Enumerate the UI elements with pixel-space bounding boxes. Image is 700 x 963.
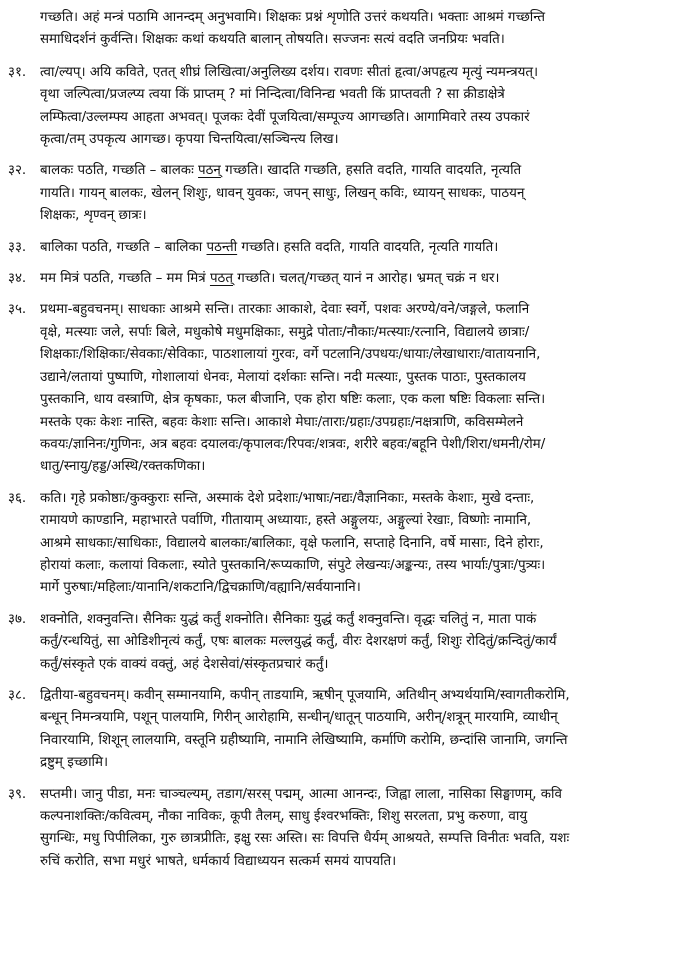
text-line: पुस्तकानि, धाय वस्त्राणि, क्षेत्र कृषकाः, फल बीजानि, एक होरा षष्टिः कलाः, एक कला षष्टिः विकलाः सन्ति। [40, 392, 546, 408]
text-line: वृथा जल्पित्वा/प्रजल्प्य त्वया किं प्राप्तम् ? मां निन्दित्वा/विनिन्द्य भवती किं प्राप्तवती ? सा क्रीडाक्षेत्रे [40, 87, 505, 103]
list-item [8, 784, 692, 874]
text-line: कृत्वा/तम् उपकृत्य आगच्छ। कृपया चिन्तयित्वा/सञ्चिन्त्य लिख। [40, 132, 339, 148]
text-line [40, 160, 692, 182]
list-item [8, 299, 692, 478]
text-segment: मम मित्रं पठति, गच्छति – मम मित्रं [40, 271, 210, 287]
text-line: कर्तुं/रन्धयितुं, सा ओडिशीनृत्यं कर्तुं, एषः बालकः मल्लयुद्धं कर्तुं, वीरः देशरक्षणं कर्तुं, शिशुः रोदितुं/क्रन्दितुं/कार्यं [40, 634, 557, 650]
text-line: होरायां कलाः, कलायां विकलाः, स्योते पुस्तकानि/रूप्यकाणि, संपुटे लेखन्यः/अङ्कन्यः, तस्य भार्याः/पुत्राः/पुत्र्यः। [40, 557, 546, 573]
list-item [8, 685, 692, 775]
list-item [8, 609, 692, 676]
list-item [8, 488, 692, 600]
text-line [40, 268, 692, 290]
list-item [8, 237, 692, 259]
underlined-word: पठत् [209, 271, 233, 287]
text-line: कल्पनाशक्तिः/कवित्वम्, नौका नाविकः, कूपी तैलम्, साधु ईश्वरभक्तिः, शिशु सरलता, प्रभु करुणा, वायु [40, 809, 528, 824]
item-body [40, 609, 692, 676]
list-item [8, 62, 692, 152]
text-line: आश्रमे साधकाः/साधिकाः, विद्यालये बालकाः/बालिकाः, वृक्षे फलानि, सप्ताहे दिनानि, वर्षे मासाः, दिने होराः, [40, 535, 544, 551]
text-segment: बालिका पठति, गच्छति – बालिका [40, 239, 207, 255]
text-line: शिक्षकः, शृण्वन् छात्रः। [40, 208, 147, 224]
text-line: मस्तके एकः केशः नास्ति, बहवः केशाः सन्ति। आकाशे मेघाः/ताराः/ग्रहाः/उपग्रहाः/नक्षत्राणि, कविसम्मेलने [40, 414, 524, 430]
text-line: द्वितीया-बहुवचनम्। कवीन् सम्मानयामि, कपीन् ताडयामि, ऋषीन् पूजयामि, अतिथीन् अभ्यर्थयामि/स्वागतीकरोमि, [40, 687, 570, 703]
text-line: समाधिदर्शनं कुर्वन्ति। शिक्षकः कथां कथयति बालान् तोषयति। सज्जनः सत्यं वदति जनप्रियः भवति। [40, 32, 505, 48]
text-segment: बालकः पठति, गच्छति – बालकः [40, 163, 199, 179]
text-line: गायति। गायन् बालकः, खेलन् शिशुः, धावन् युवकः, जपन् साधुः, लिखन् कविः, ध्यायन् साधकः, पाठयन् [40, 185, 525, 201]
item-body [40, 62, 692, 152]
item-number: ३५. [8, 302, 27, 318]
text-line: गच्छति। अहं मन्त्रं पठामि आनन्दम् अनुभवामि। शिक्षकः प्रश्नं शृणोति उत्तरं कथयति। भक्ताः आश्रमं गच्छन्ति [40, 10, 546, 25]
item-number: ३१. [8, 64, 27, 80]
text-line: सुगन्धिः, मधु पिपीलिका, गुरु छात्रप्रीतिः, इक्षु रसः अस्ति। सः विपत्ति धैर्यम् आश्रयते, सम्पत्ति विनीतः भवति, यशः [40, 831, 570, 847]
item-body [40, 685, 692, 775]
item-number: ३८. [8, 687, 27, 703]
text-line: बन्धून् निमन्त्रयामि, पशून् पालयामि, गिरीन् आरोहामि, सन्धीन्/धातून् पाठयामि, अरीन्/शत्रून् मारयामि, व्याधीन् [40, 710, 558, 726]
text-line: द्रष्टुम् इच्छामि। [40, 755, 109, 771]
text-line: कवयः/ज्ञानिनः/गुणिनः, अत्र बहवः दयालवः/कृपालवः/रिपवः/शत्रवः, शरीरे बहवः/बहूनि पेशी/शिरा/धमनी/रोम/ [40, 436, 546, 452]
item-body [40, 784, 692, 874]
text-line: निवारयामि, शिशून् लालयामि, वस्तूनि ग्रहीष्यामि, नामानि लेखिष्यामि, कर्माणि करोमि, छन्दांसि जानामि, जगन्ति [40, 732, 568, 748]
item-body [40, 299, 692, 478]
item-number: ३७. [8, 611, 27, 627]
text-line: लम्फित्वा/उल्लम्फ्य आहता अभवत्। पूजकः देवीं पूजयित्वा/सम्पूज्य आगच्छति। आगामिवारे तस्य उपकारं [40, 109, 530, 125]
text-line [40, 237, 692, 259]
item-number: ३४. [8, 271, 27, 287]
item-number: ३२. [8, 163, 27, 179]
item-body [40, 268, 692, 290]
list-item [8, 160, 692, 227]
text-line: प्रथमा-बहुवचनम्। साधकाः आश्रमे सन्ति। तारकाः आकाशे, देवाः स्वर्गे, पशवः अरण्ये/वने/जङ्गले, फलानि [40, 302, 530, 318]
text-line: उद्याने/लतायां पुष्पाणि, गोशालायां धेनवः, मेलायां दर्शकाः सन्ति। नदी मत्स्याः, पुस्तक पाठाः, पुस्तकालय [40, 369, 526, 385]
text-segment: गच्छति। खादति गच्छति, हसति वदति, गायति वादयति, नृत्यति [220, 163, 522, 179]
intro-paragraph [8, 7, 692, 52]
item-number: ३९. [8, 786, 27, 802]
list-item [8, 268, 692, 290]
text-line: मार्गे पुरुषाः/महिलाः/यानानि/शकटानि/द्विचक्राणि/वह्यानि/सर्वयानानि। [40, 580, 361, 596]
text-line: शक्नोति, शक्नुवन्ति। सैनिकः युद्धं कर्तुं शक्नोति। सैनिकाः युद्धं कर्तुं शक्नुवन्ति। वृद्धः चलितुं न, माता पाकं [40, 611, 537, 627]
text-line: त्वा/ल्यप्। अयि कविते, एतत् शीघ्रं लिखित्वा/अनुलिख्य दर्शय। रावणः सीतां हृत्वा/अपहृत्य मृत्युं न्यमन्त्रयत्। [40, 64, 539, 80]
text-line: कति। गृहे प्रकोष्ठाः/कुक्कुराः सन्ति, अस्माकं देशे प्रदेशाः/भाषाः/नद्यः/वैज्ञानिकाः, मस्तके केशाः, मुखे दन्ताः, [40, 490, 535, 506]
item-body [40, 160, 692, 227]
item-body [40, 488, 692, 600]
text-line: कर्तुं/संस्कृते एकं वाक्यं वक्तुं, अहं देशसेवां/संस्कृतप्रचारं कर्तुं। [40, 656, 329, 672]
text-line: सप्तमी। जानु पीडा, मनः चाञ्चल्यम्, तडाग/सरस् पद्मम्, आत्मा आनन्दः, जिह्वा लाला, नासिका सिङ्घाणम्, कवि [40, 786, 562, 802]
text-segment: गच्छति। चलत्/गच्छत् यानं न आरोह। भ्रमत् चक्रं न धर। [232, 271, 500, 287]
text-line: शिक्षकाः/शिक्षिकाः/सेवकाः/सेविकाः, पाठशालायां गुरवः, वर्गे पटलानि/उपधयः/धायाः/लेखाधाराः/वातायनानि, [40, 347, 541, 363]
item-body [40, 237, 692, 259]
text-line: धातु/स्नायु/हड्ड/अस्थि/रक्तकणिका। [40, 459, 206, 475]
text-line: वृक्षे, मत्स्याः जले, सर्पाः बिले, मधुकोषे मधुमक्षिकाः, समुद्रे पोताः/नौकाः/मत्स्याः/रत्नानि, विद्यालये छात्राः/ [40, 324, 530, 340]
text-line: रामायणे काण्डानि, महाभारते पर्वाणि, गीतायाम् अध्यायाः, हस्ते अङ्गुलयः, अङ्गुल्यां रेखाः, विष्णोः नामानि, [40, 513, 532, 529]
text-line: रुचिं करोति, सभा मधुरं भाषते, धर्मकार्य विद्याध्ययन सत्कर्म समयं यापयति। [40, 853, 397, 869]
underlined-word: पठन्ती [206, 239, 238, 255]
text-segment: गच्छति। हसति वदति, गायति वादयति, नृत्यति गायति। [237, 239, 499, 255]
underlined-word: पठन् [198, 163, 221, 179]
item-number: ३३. [8, 239, 27, 255]
item-number: ३६. [8, 490, 27, 506]
